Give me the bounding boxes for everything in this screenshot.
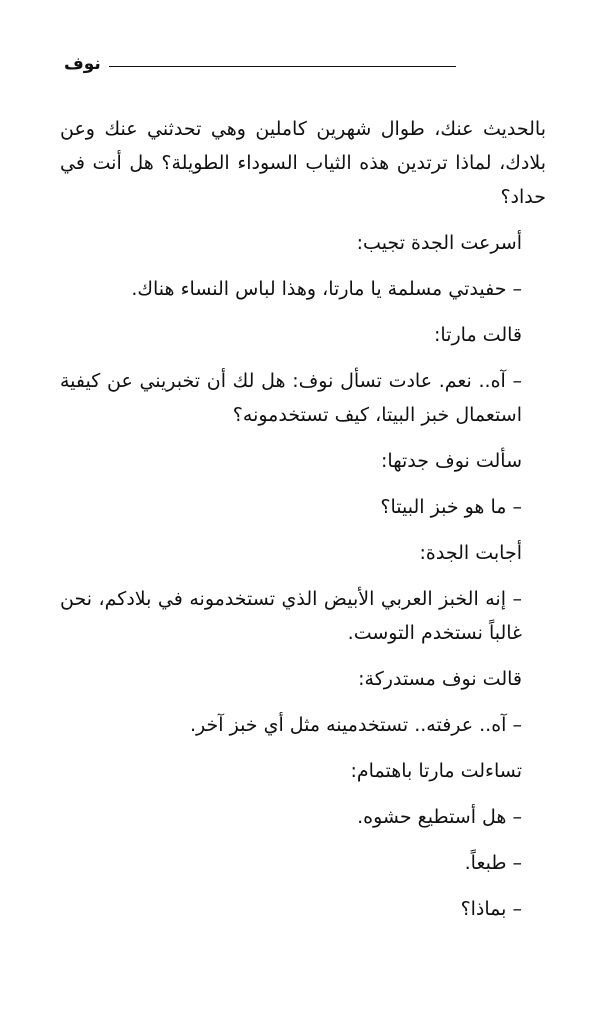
running-header	[64, 50, 456, 78]
paragraph: – هل أستطيع حشوه.	[357, 806, 522, 828]
paragraph: أسرعت الجدة تجيب:	[356, 232, 522, 254]
paragraph: سألت نوف جدتها:	[381, 450, 522, 472]
paragraph: – ما هو خبز البيتا؟	[380, 496, 522, 518]
paragraph: – حفيدتي مسلمة يا مارتا، وهذا لباس النساء هناك.	[131, 278, 522, 300]
paragraph: – طبعاً.	[464, 852, 522, 874]
paragraph: قالت مارتا:	[434, 324, 522, 346]
paragraph: بالحديث عنك، طوال شهرين كاملين وهي تحدثني عنك وعن بلادك، لماذا ترتدين هذه الثياب السوداء الطويلة؟ هل أنت في حداد؟	[60, 118, 546, 208]
paragraph: – آه.. عرفته.. تستخدمينه مثل أي خبز آخر.	[190, 714, 522, 736]
paragraph: – إنه الخبز العربي الأبيض الذي تستخدمونه في بلادكم، نحن غالباً نستخدم التوست.	[60, 588, 522, 644]
paragraph: – بماذا؟	[460, 898, 522, 920]
paragraph: قالت نوف مستدركة:	[358, 668, 522, 690]
paragraph: – آه.. نعم. عادت تسأل نوف: هل لك أن تخبريني عن كيفية استعمال خبز البيتا، كيف تستخدمونه؟	[60, 370, 522, 426]
text-body	[60, 112, 546, 938]
header-title: نوف	[64, 54, 101, 74]
paragraph: أجابت الجدة:	[419, 542, 522, 564]
paragraph: تساءلت مارتا باهتمام:	[350, 760, 522, 782]
header-rule	[109, 66, 456, 67]
